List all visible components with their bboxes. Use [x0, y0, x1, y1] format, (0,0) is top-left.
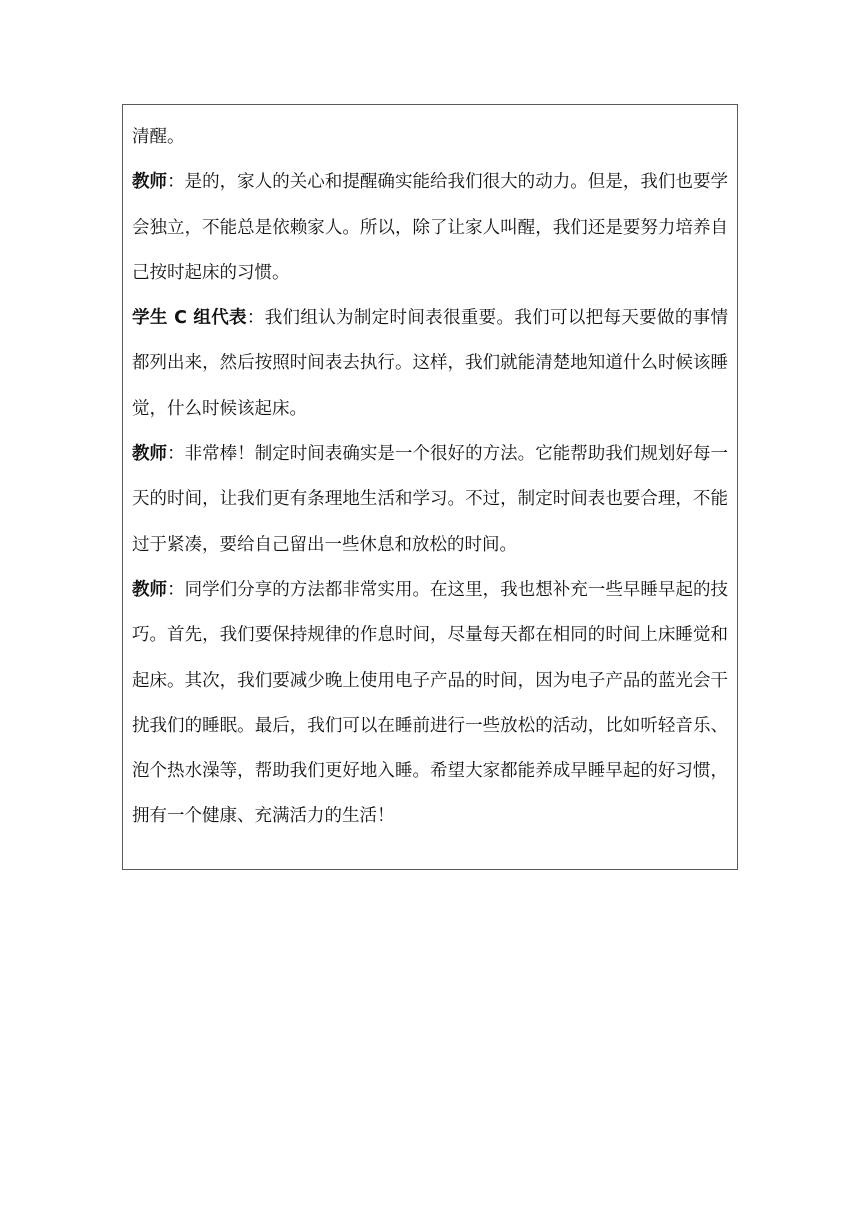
paragraph-text: 清醒。	[132, 127, 185, 147]
paragraph-continuation	[132, 115, 728, 160]
paragraph-text: ：我们组认为制定时间表很重要。我们可以把每天要做的事情都列出来，然后按照时间表去执行。这样，我们就能清楚地知道什么时候该睡觉，什么时候该起床。	[132, 308, 728, 419]
dialogue-table-cell	[122, 104, 738, 870]
paragraph-teacher-3	[132, 568, 728, 840]
speaker-label: 学生 C 组代表	[132, 308, 247, 329]
paragraph-text: ：是的，家人的关心和提醒确实能给我们很大的动力。但是，我们也要学会独立，不能总是依赖家人。所以，除了让家人叫醒，我们还是要努力培养自己按时起床的习惯。	[132, 172, 728, 283]
paragraph-teacher-2	[132, 432, 728, 568]
paragraph-text: ：非常棒！制定时间表确实是一个很好的方法。它能帮助我们规划好每一天的时间，让我们更有条理地生活和学习。不过，制定时间表也要合理，不能过于紧凑，要给自己留出一些休息和放松的时间。	[132, 444, 728, 555]
speaker-label: 教师	[132, 172, 168, 193]
paragraph-text: ：同学们分享的方法都非常实用。在这里，我也想补充一些早睡早起的技巧。首先，我们要保持规律的作息时间，尽量每天都在相同的时间上床睡觉和起床。其次，我们要减少晚上使用电子产品的时间，因为电子产品的蓝光会干扰我们的睡眠。最后，我们可以在睡前进行一些放松的活动，比如听轻音乐、泡个热水澡等，帮助我们更好地入睡。希望大家都能养成早睡早起的好习惯，拥有一个健康、充满活力的生活！	[132, 579, 728, 827]
speaker-label: 教师	[132, 444, 168, 465]
speaker-label: 教师	[132, 579, 168, 600]
paragraph-teacher-1	[132, 160, 728, 296]
paragraph-student-c	[132, 296, 728, 432]
